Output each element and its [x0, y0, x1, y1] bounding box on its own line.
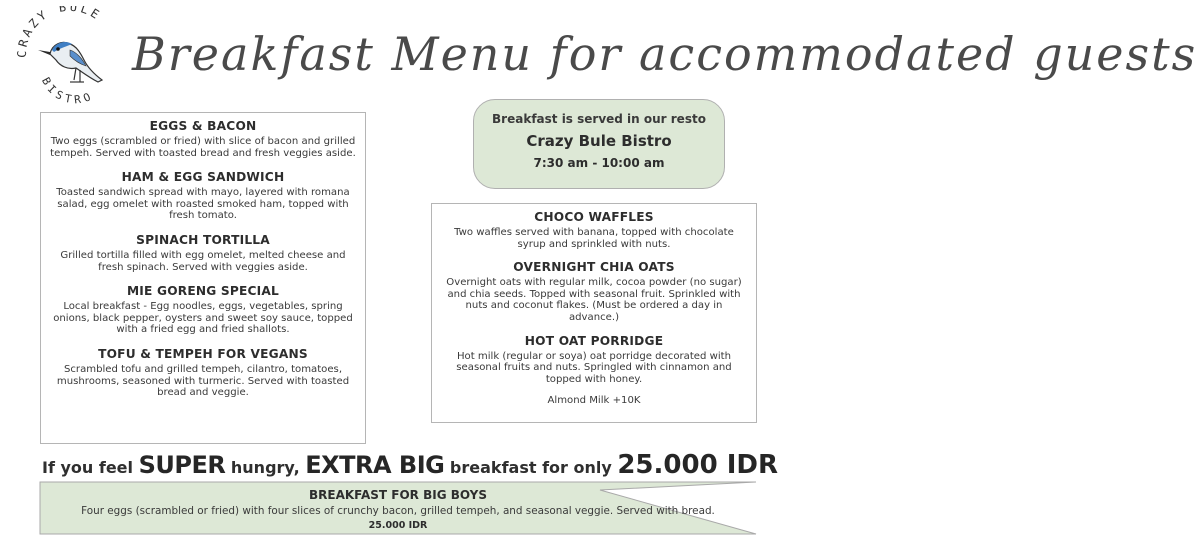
service-note: Breakfast is served in our resto	[492, 112, 706, 126]
menu-item-name: MIE GORENG SPECIAL	[126, 284, 280, 299]
menu-item	[47, 284, 359, 336]
menu-item-description: Overnight oats with regular milk, cocoa powder (no sugar) and chia seeds. Topped with seasonal fruit. Sprinkled with nuts and coconut flakes. (Must be ordered a day in advance.)	[446, 277, 742, 323]
menu-item-description: Two eggs (scrambled or fried) with slice of bacon and grilled tempeh. Served with toasted bread and fresh veggies aside.	[50, 136, 356, 159]
menu-item-name: OVERNIGHT CHIA OATS	[513, 260, 675, 275]
banner-content	[40, 482, 756, 531]
big-boys-banner	[40, 482, 756, 536]
restaurant-name: Crazy Bule Bistro	[526, 132, 672, 150]
logo-top-text: CRAZY BULE	[14, 6, 105, 59]
promo-text: hungry,	[225, 458, 306, 477]
bistro-logo	[14, 6, 124, 106]
menu-item	[440, 260, 748, 323]
menu-item-name: HOT OAT PORRIDGE	[524, 333, 664, 348]
menu-item-description: Grilled tortilla filled with egg omelet, melted cheese and fresh spinach. Served with veggies aside.	[60, 249, 346, 273]
left-menu-box	[40, 112, 366, 444]
menu-item	[47, 119, 359, 159]
promo-super: SUPER	[138, 451, 226, 479]
svg-text:BISTRO	[39, 75, 96, 106]
promo-extra-big: EXTRA BIG	[305, 451, 445, 479]
menu-item	[47, 233, 359, 273]
promo-line	[0, 446, 820, 484]
menu-item-name: TOFU & TEMPEH FOR VEGANS	[98, 346, 308, 361]
menu-item	[47, 347, 359, 399]
promo-text: If you feel	[41, 458, 139, 477]
right-menu-box	[431, 203, 757, 423]
menu-item-description: Scrambled tofu and grilled tempeh, cilantro, tomatoes, mushrooms, seasoned with turmeric. Served with toasted bread and veggie.	[56, 363, 350, 399]
banner-price: 25.000 IDR	[368, 520, 428, 531]
promo-price: 25.000 IDR	[617, 450, 779, 480]
menu-item	[440, 210, 748, 250]
menu-item-description: Local breakfast - Egg noodles, eggs, vegetables, spring onions, black pepper, oysters and sweet soy sauce, topped with a fried egg and fried shallots.	[53, 301, 353, 336]
menu-item	[440, 334, 748, 386]
page-title: Breakfast Menu for accommodated guests	[132, 27, 1197, 81]
banner-title: BREAKFAST FOR BIG BOYS	[309, 488, 487, 502]
menu-item-name: HAM & EGG SANDWICH	[121, 170, 285, 185]
menu-item-name: CHOCO WAFFLES	[534, 210, 654, 224]
almond-milk-note: Almond Milk +10K	[547, 395, 641, 407]
service-info-panel	[473, 99, 725, 189]
menu-item-description: Hot milk (regular or soya) oat porridge decorated with seasonal fruits and nuts. Springled with cinnamon and topped with honey.	[456, 350, 732, 385]
menu-item-name: SPINACH TORTILLA	[136, 232, 270, 247]
logo-bottom-text: BISTRO	[38, 75, 97, 106]
menu-item-name: EGGS & BACON	[149, 119, 257, 133]
kingfisher-bird-icon	[38, 42, 102, 82]
promo-text: breakfast for only	[444, 458, 618, 477]
service-hours: 7:30 am - 10:00 am	[533, 156, 665, 170]
menu-item	[47, 170, 359, 222]
menu-item-description: Toasted sandwich spread with mayo, layered with romana salad, egg omelet with roasted smoked ham, topped with fresh tomato.	[56, 187, 350, 222]
menu-item-description: Two waffles served with banana, topped with chocolate syrup and sprinkled with nuts.	[454, 227, 734, 250]
banner-description: Four eggs (scrambled or fried) with four slices of crunchy bacon, grilled tempeh, and seasonal veggie. Served with bread.	[81, 505, 715, 517]
